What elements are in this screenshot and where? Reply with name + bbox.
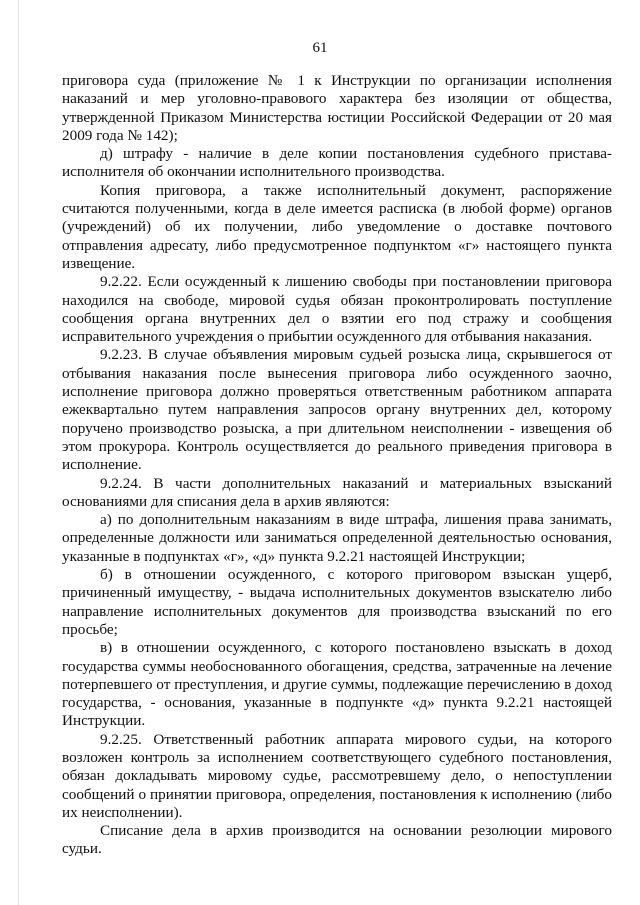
paragraph-p-copy-verdict: Копия приговора, а также исполнительный документ, распоряжение считаются полученными, когда в деле имеется расписка (в любой форме) органов (учреждений) об их получении, либо уведомление о доставке почтового отправления адресату, либо предусмотренное подпунктом «г» настоящего пункта извещение. — [62, 181, 612, 272]
paragraph-p-9-2-25: 9.2.25. Ответственный работник аппарата мирового судьи, на которого возложен контроль за исполнением соответствующего судебного постановления, обязан докладывать мировому судье, рассмотревшему дело, о непоступлении сообщений о принятии приговора, определения, постановления к исполнению (либо их неисполнении). — [62, 730, 612, 821]
document-text-body — [62, 72, 612, 859]
paragraph-p-item-a: а) по дополнительным наказаниям в виде штрафа, лишения права занимать, определенные должности или заниматься определенной деятельностью основания, указанные в подпунктах «г», «д» пункта 9.2.21 настоящей Инструкции; — [62, 511, 612, 565]
paragraph-p-9-2-23: 9.2.23. В случае объявления мировым судьей розыска лица, скрывшегося от отбывания наказания после вынесения приговора либо осужденного заочно, исполнение приговора должно проверяться ответственным работником аппарата ежеквартально путем направления запросов органу внутренних дел, которому поручено производство розыска, а при длительном неисполнении - извещения об этом прокурора. Контроль осуществляется до реального приведения приговора в исполнение. — [62, 346, 612, 474]
scan-edge-line — [18, 0, 19, 905]
paragraph-p-item-b: б) в отношении осужденного, с которого приговором взыскан ущерб, причиненный имуществу, - выдача исполнительных документов взыскателю либо направление исполнительных документов для производства взысканий по его просьбе; — [62, 566, 612, 638]
paragraph-p-9-2-24: 9.2.24. В части дополнительных наказаний и материальных взысканий основаниями для списания дела в архив являются: — [62, 474, 612, 510]
paragraph-p-item-d-fine: д) штрафу - наличие в деле копии постановления судебного пристава-исполнителя об окончании исполнительного производства. — [62, 145, 612, 181]
page-number: 61 — [312, 40, 328, 56]
paragraph-p-archive: Списание дела в архив производится на основании резолюции мирового судьи. — [62, 822, 612, 858]
paragraph-p-9-2-22: 9.2.22. Если осужденный к лишению свободы при постановлении приговора находился на свободе, мировой судья обязан проконтролировать поступление сообщения органа внутренних дел о взятии его под стражу и сообщения исправительного учреждения о прибытии осужденного для отбывания наказания. — [62, 273, 612, 346]
paragraph-p-cont-appendix: приговора суда (приложение № 1 к Инструкции по организации исполнения наказаний и мер уголовно-правового характера без изоляции от общества, утвержденной Приказом Министерства юстиции Российской Федерации от 20 мая 2009 года № 142); — [62, 72, 612, 144]
paragraph-p-item-v: в) в отношении осужденного, с которого постановлено взыскать в доход государства суммы необоснованного обогащения, средства, затраченные на лечение потерпевшего от преступления, и другие суммы, подлежащие перечислению в доход государства, - основания, указанные в подпункте «д» пункта 9.2.21 настоящей Инструкции. — [62, 639, 612, 730]
